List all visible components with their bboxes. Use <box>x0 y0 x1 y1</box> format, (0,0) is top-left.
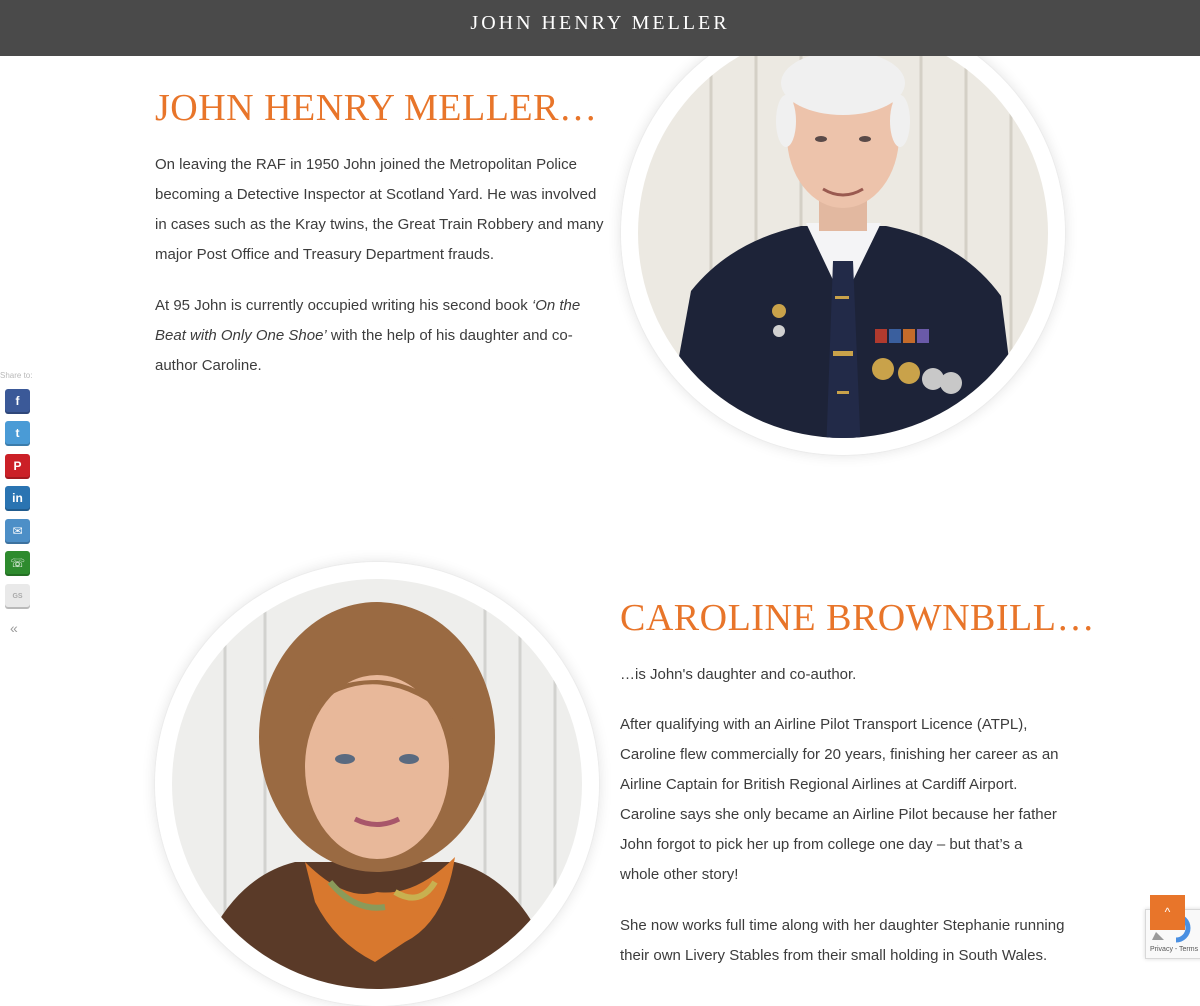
pinterest-share-button[interactable] <box>5 454 30 479</box>
double-chevron-left-icon: « <box>10 620 18 636</box>
john-book-title: ‘On the Beat with Only One Shoe’ <box>155 297 581 344</box>
caroline-intro-paragraph: …is John's daughter and co-author. <box>620 666 857 683</box>
site-header <box>0 0 1200 56</box>
john-heading: JOHN HENRY MELLER… <box>155 87 598 129</box>
whatsapp-icon: ☏ <box>9 556 25 570</box>
share-label: Share to: <box>0 371 33 380</box>
twitter-share-button[interactable] <box>5 421 30 446</box>
chevron-up-icon: ^ <box>1164 905 1171 919</box>
share-collapse-button[interactable] <box>10 620 18 636</box>
email-icon: ✉ <box>12 524 23 538</box>
john-bio-paragraph: On leaving the RAF in 1950 John joined the Metropolitan Police becoming a Detective Inspector at Scotland Yard. He was involved in cases such as the Kray twins, the Great Train Robbery and many major Post Office and Treasury Department frauds. <box>155 156 604 263</box>
john-book-text-after: with the help of his daughter and co-author Caroline. <box>155 327 573 374</box>
twitter-icon: t <box>15 426 20 440</box>
john-book-paragraph <box>155 291 607 381</box>
caroline-portrait <box>155 562 599 1006</box>
linkedin-icon: in <box>12 491 23 505</box>
more-share-icon: GS <box>12 593 23 600</box>
email-share-button[interactable] <box>5 519 30 544</box>
facebook-share-button[interactable] <box>5 389 30 414</box>
recaptcha-terms[interactable]: Privacy - Terms <box>1150 946 1199 953</box>
john-book-text-before: At 95 John is currently occupied writing his second book <box>155 297 532 314</box>
linkedin-share-button[interactable] <box>5 486 30 511</box>
caroline-stables-paragraph: She now works full time along with her daughter Stephanie running their own Livery Stables from their small holding in South Wales. <box>620 917 1065 964</box>
john-portrait <box>621 11 1065 455</box>
whatsapp-share-button[interactable] <box>5 551 30 576</box>
scroll-to-top-button[interactable] <box>1150 895 1185 930</box>
site-title[interactable]: JOHN HENRY MELLER <box>470 12 730 34</box>
pinterest-icon: P <box>13 459 22 473</box>
more-share-button[interactable] <box>5 584 30 609</box>
facebook-icon: f <box>15 394 20 408</box>
caroline-career-paragraph: After qualifying with an Airline Pilot Transport Licence (ATPL), Caroline flew commercially for 20 years, finishing her career as an Airline Captain for British Regional Airlines at Cardiff Airport. Caroline says she only became an Airline Pilot because her father John forgot to pick her up from college one day – but that’s a whole other story! <box>620 716 1059 883</box>
caroline-heading: CAROLINE BROWNBILL… <box>620 597 1095 639</box>
